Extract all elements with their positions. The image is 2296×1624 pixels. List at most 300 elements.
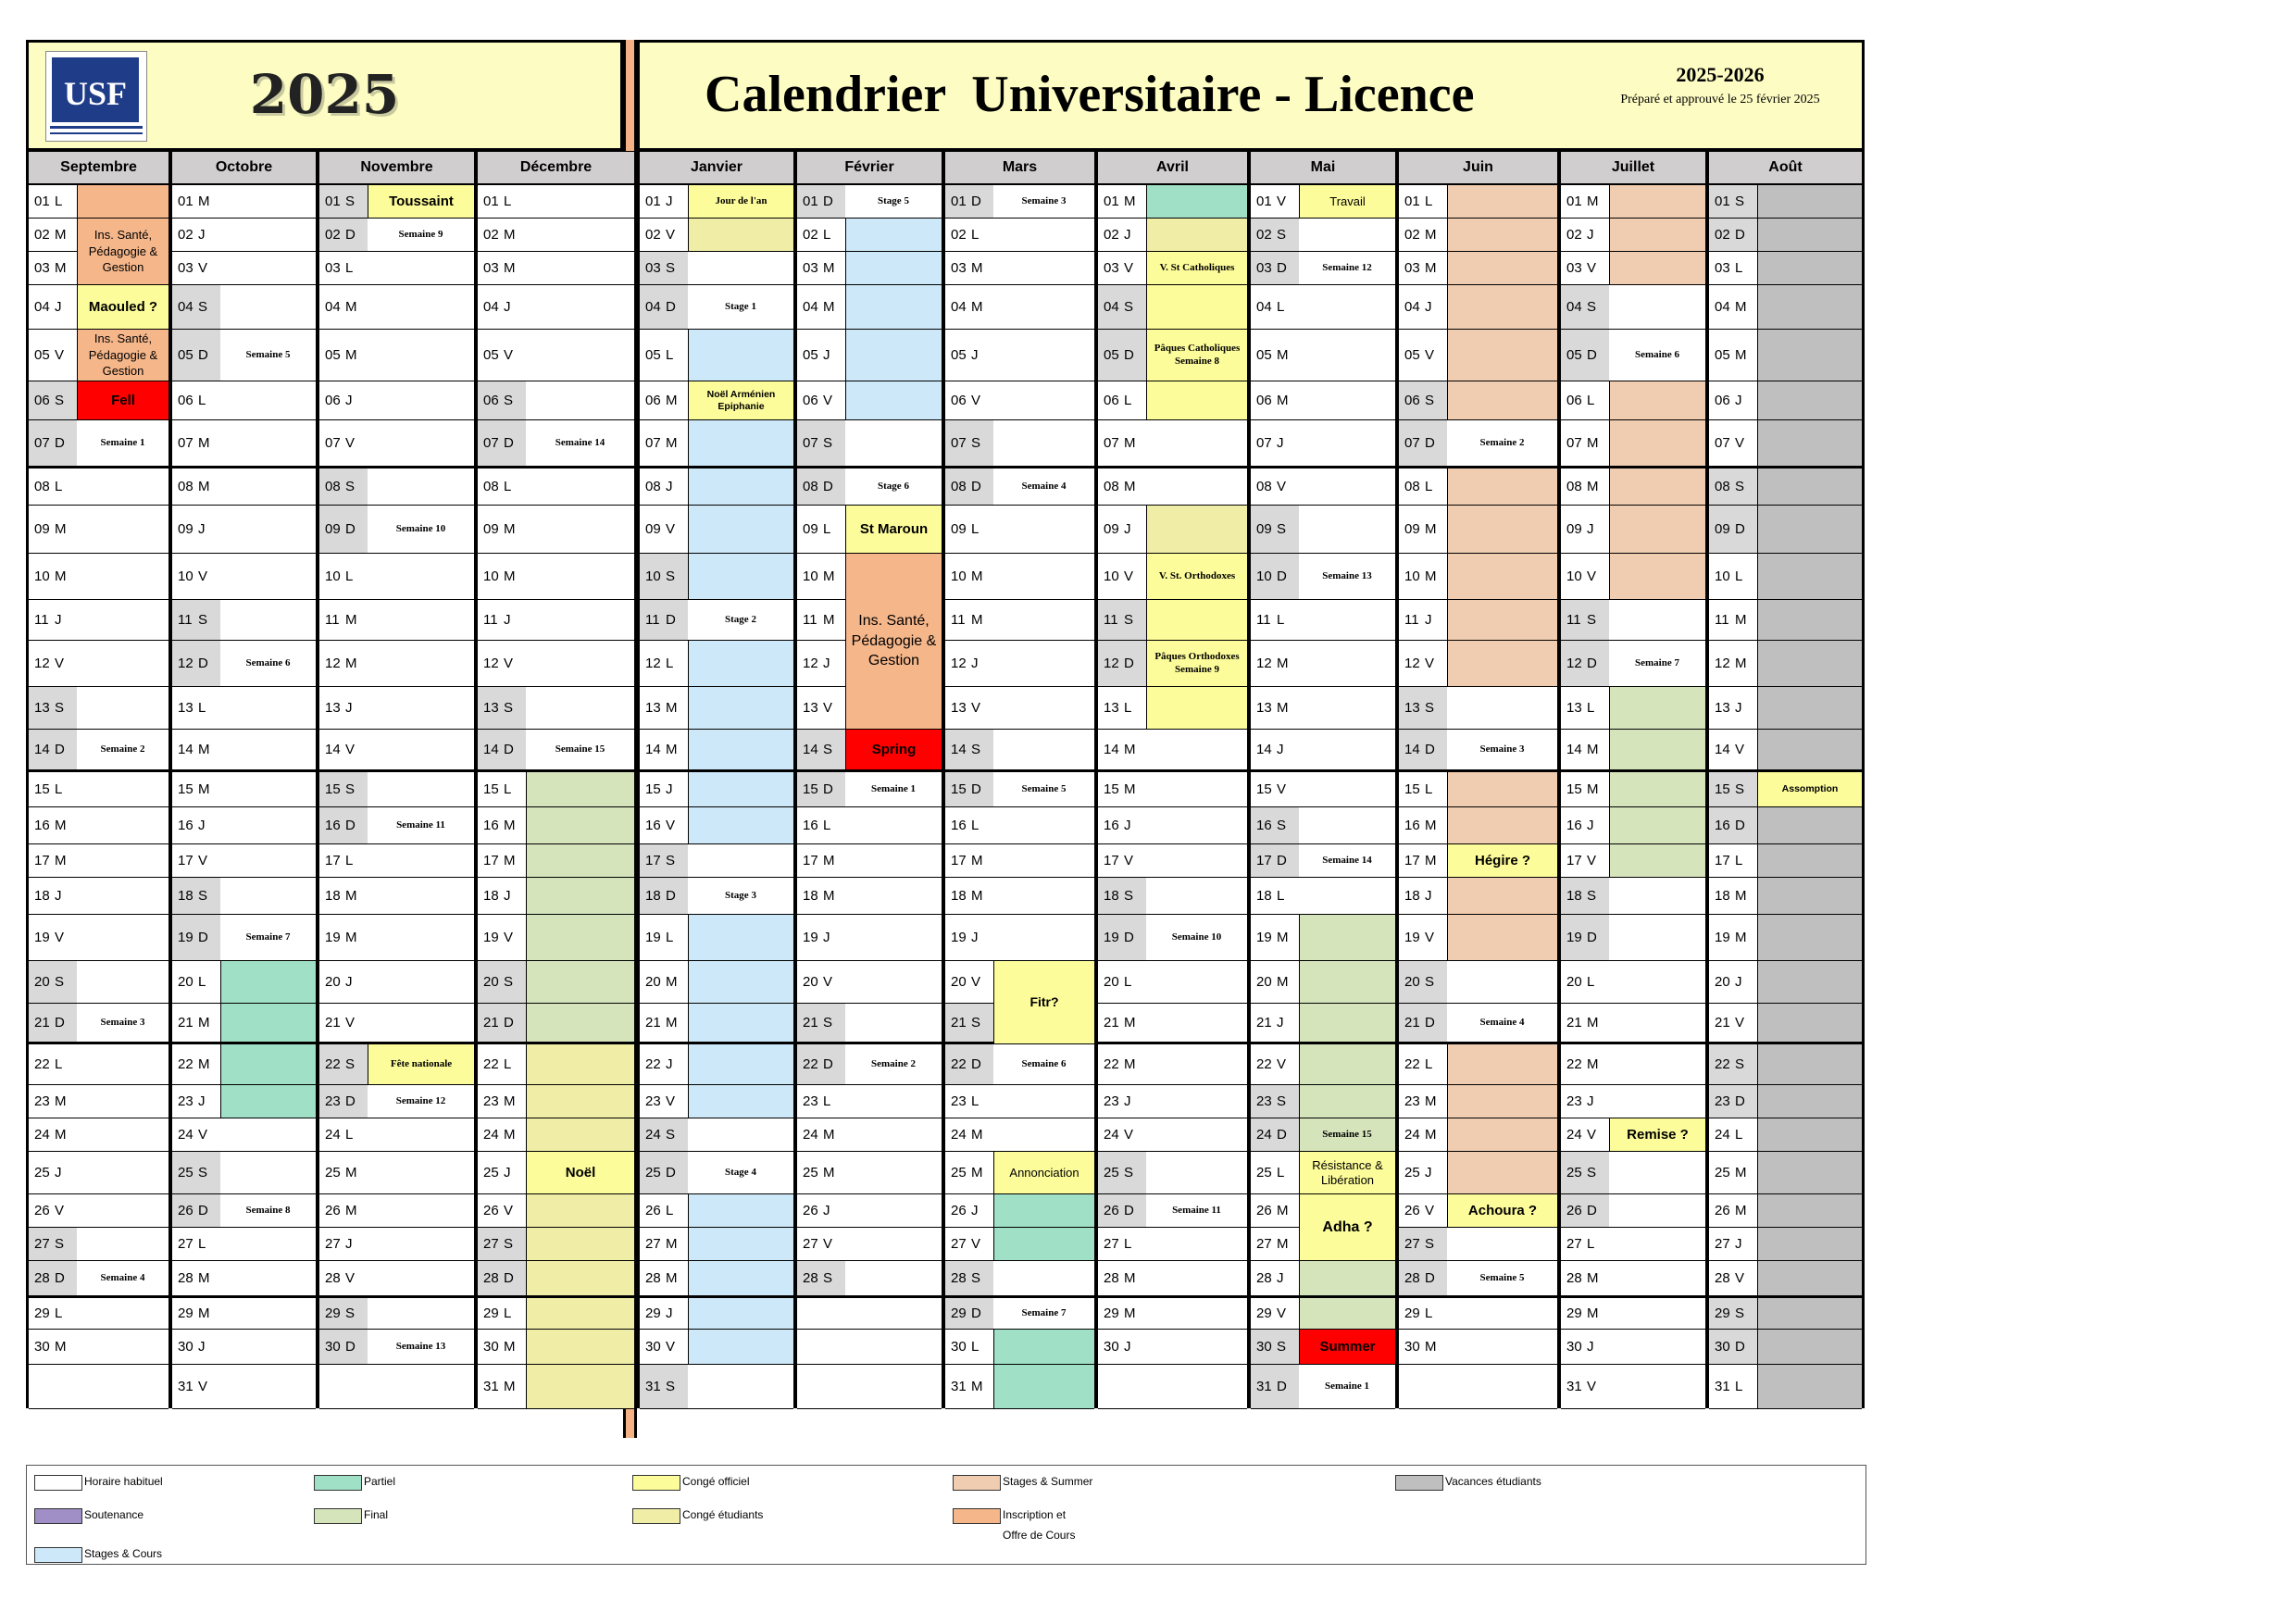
day-label [640,381,688,419]
day-number: 07 [803,435,818,451]
day-row [945,1044,1094,1085]
day-number: 27 [951,1236,967,1252]
weekday-letter: S [55,393,65,408]
day-label [797,641,845,686]
weekday-letter: S [823,1270,833,1286]
day-row [640,1365,793,1409]
year-title: 2025 [249,63,400,126]
weekday-letter: D [198,930,208,945]
weekday-letter: V [1587,260,1597,276]
day-row [319,1330,474,1365]
day-event: V. St. Orthodoxes [1146,554,1247,599]
day-number: 21 [1256,1015,1272,1031]
day-row [1399,1152,1557,1194]
day-label [1399,1228,1447,1260]
day-label [1709,1194,1757,1227]
day-label [1098,1194,1146,1227]
day-number: 04 [803,299,818,315]
day-row [1399,1118,1557,1152]
day-row [1399,1330,1557,1365]
day-number: 23 [1256,1093,1272,1109]
day-number: 25 [178,1165,193,1181]
day-label [945,330,993,381]
weekday-letter: M [504,568,516,584]
day-label [1399,730,1447,769]
legend-swatch [632,1475,680,1491]
day-row [1251,420,1395,468]
day-number: 02 [34,227,50,243]
weekday-letter: D [345,521,356,537]
weekday-letter: M [504,853,516,868]
day-row [29,1194,168,1228]
day-label [640,185,688,218]
day-number: 02 [1404,227,1420,243]
day-row [797,1365,942,1409]
day-row [1709,807,1862,844]
day-row [319,641,474,687]
day-number: 01 [1404,194,1420,209]
day-number: 17 [951,853,967,868]
day-label [478,330,526,381]
day-row [945,878,1094,915]
day-number: 29 [951,1305,967,1321]
weekday-letter: D [1587,656,1597,671]
weekday-letter: L [666,1203,674,1218]
day-number: 23 [1566,1093,1582,1109]
weekday-letter: V [1124,568,1134,584]
weekday-letter: V [1124,1127,1134,1143]
day-number: 21 [34,1015,50,1031]
weekday-letter: M [1735,299,1747,315]
day-number: 30 [178,1339,193,1355]
day-row [1251,185,1395,219]
day-label [1561,807,1609,843]
day-label [1709,554,1757,599]
day-row [640,420,793,468]
day-label [29,330,77,381]
weekday-letter: S [55,700,65,716]
day-row [945,330,1094,381]
weekday-letter: L [823,227,831,243]
weekday-letter: M [1277,393,1289,408]
day-row [1399,641,1557,687]
day-number: 12 [1404,656,1420,671]
day-number: 05 [1404,347,1420,363]
day-label [478,468,526,505]
day-label [478,420,526,466]
day-label [1098,219,1146,251]
day-number: 11 [178,612,193,628]
day-number: 20 [1715,974,1730,990]
day-row [1251,915,1395,961]
weekday-letter: M [666,1015,678,1031]
day-number: 14 [1404,742,1420,757]
weekday-letter: D [1587,347,1597,363]
day-row [1098,1118,1247,1152]
day-label [172,600,220,640]
day-row [1098,330,1247,381]
day-number: 23 [178,1093,193,1109]
month-column [475,151,637,1408]
day-row [1399,807,1557,844]
day-row [1709,1004,1862,1044]
day-label [1709,1085,1757,1118]
day-row [1251,600,1395,641]
weekday-letter: S [1425,1236,1435,1252]
day-row [1399,420,1557,468]
weekday-letter: M [1587,781,1599,797]
weekday-letter: S [1124,612,1134,628]
day-label [29,600,77,640]
day-row [1251,381,1395,420]
weekday-letter: J [666,1056,673,1072]
weekday-letter: J [504,888,511,904]
day-row [945,1085,1094,1118]
day-row [29,381,168,420]
day-label [797,285,845,329]
day-row [640,506,793,554]
day-row [640,961,793,1004]
day-number: 17 [34,853,50,868]
day-event: Semaine 8 [245,1204,291,1216]
day-row [29,600,168,641]
day-number: 14 [1104,742,1119,757]
day-label [319,219,368,251]
weekday-letter: V [55,930,65,945]
legend-swatch [34,1508,82,1524]
day-number: 17 [803,853,818,868]
weekday-letter: V [1425,930,1435,945]
day-label [640,1152,688,1193]
day-row [29,915,168,961]
day-number: 22 [325,1056,341,1072]
day-row [319,1152,474,1194]
day-row [1561,961,1705,1004]
weekday-letter: M [666,1236,678,1252]
day-number: 12 [645,656,661,671]
day-event: Spring [845,730,942,769]
day-number: 26 [1566,1203,1582,1218]
weekday-letter: D [971,781,981,797]
weekday-letter: S [666,1379,676,1394]
day-event: Semaine 2 [100,743,145,755]
day-number: 04 [178,299,193,315]
weekday-letter: S [1124,1165,1134,1181]
day-number: 18 [645,888,661,904]
day-number: 23 [951,1093,967,1109]
day-row [172,730,316,772]
weekday-letter: J [345,393,353,408]
day-number: 27 [483,1236,499,1252]
day-row [478,641,634,687]
day-label [1251,1118,1299,1151]
weekday-letter: J [1587,818,1594,833]
weekday-letter: J [1277,1015,1284,1031]
day-number: 29 [1715,1305,1730,1321]
day-label [1561,506,1609,553]
day-number: 26 [645,1203,661,1218]
day-number: 03 [178,260,193,276]
day-row [945,915,1094,961]
day-number: 02 [803,227,818,243]
weekday-letter: L [971,227,980,243]
day-number: 05 [178,347,193,363]
day-event: Semaine 5 [1021,782,1067,794]
day-label [1251,1330,1299,1364]
day-label [478,1044,526,1084]
weekday-letter: J [971,1203,979,1218]
weekday-letter: M [1277,1203,1289,1218]
day-label [1561,1085,1609,1118]
weekday-letter: J [823,656,830,671]
day-row [1561,1298,1705,1330]
day-label [478,185,526,218]
weekday-letter: L [198,700,206,716]
day-label [1399,1085,1447,1118]
day-row [172,915,316,961]
weekday-letter: M [504,1093,516,1109]
day-row [1709,468,1862,506]
day-row [640,807,793,844]
day-number: 18 [178,888,193,904]
day-label [478,1261,526,1295]
day-number: 10 [325,568,341,584]
day-number: 07 [1256,435,1272,451]
day-label [1251,641,1299,686]
day-label [1399,420,1447,466]
day-label [797,1261,845,1295]
day-label [478,285,526,329]
day-label [945,252,993,284]
day-label [797,1004,845,1042]
weekday-letter: J [1735,974,1742,990]
day-event: Stage 4 [725,1166,756,1178]
weekday-letter: S [504,1236,514,1252]
weekday-letter: M [823,1165,835,1181]
weekday-letter: M [198,1305,210,1321]
day-number: 03 [34,260,50,276]
day-label [29,1118,77,1151]
day-label [1399,468,1447,505]
day-number: 26 [1104,1203,1119,1218]
day-label [1098,772,1146,806]
day-row [1709,961,1862,1004]
weekday-letter: V [55,656,65,671]
day-label [640,219,688,251]
day-number: 05 [1256,347,1272,363]
day-label [1561,1152,1609,1193]
day-event: Semaine 4 [1021,480,1067,492]
day-label [1098,554,1146,599]
day-label [797,1085,845,1118]
day-number: 20 [645,974,661,990]
weekday-letter: M [1425,1127,1437,1143]
weekday-letter: V [55,347,65,363]
day-number: 24 [1104,1127,1119,1143]
day-number: 08 [1104,479,1119,494]
day-label [29,1330,77,1364]
day-number: 15 [1256,781,1272,797]
weekday-letter: M [1425,568,1437,584]
day-number: 18 [1715,888,1730,904]
day-row [945,1194,1094,1228]
day-row [1098,807,1247,844]
day-number: 11 [325,612,340,628]
day-label [1709,468,1757,505]
day-label [1709,1044,1757,1084]
academic-year: 2025-2026 [1676,63,1765,86]
weekday-letter: L [1124,1236,1132,1252]
month-header: Février [797,152,942,185]
day-row [1709,381,1862,420]
day-number: 30 [1566,1339,1582,1355]
weekday-letter: M [823,260,835,276]
day-row [640,554,793,600]
day-number: 04 [645,299,661,315]
day-label [1561,1228,1609,1260]
weekday-letter: M [971,568,983,584]
day-label [172,1330,220,1364]
day-label [640,878,688,914]
day-row [1561,1085,1705,1118]
day-row [1251,1118,1395,1152]
weekday-letter: S [823,1015,833,1031]
day-label [797,252,845,284]
day-number: 26 [803,1203,818,1218]
day-label [797,1044,845,1084]
day-number: 09 [951,521,967,537]
day-row [172,1261,316,1298]
weekday-letter: L [1277,612,1285,628]
day-label [1251,185,1299,218]
day-row [945,420,1094,468]
day-label [478,1228,526,1260]
day-event: Annonciation [993,1152,1094,1193]
weekday-letter: D [1735,1339,1745,1355]
day-number: 03 [325,260,341,276]
day-row [1399,1085,1557,1118]
day-label [319,285,368,329]
day-label [478,641,526,686]
weekday-letter: L [1425,1305,1433,1321]
day-number: 26 [1715,1203,1730,1218]
day-row [945,772,1094,807]
day-row [640,185,793,219]
day-number: 10 [483,568,499,584]
weekday-letter: D [1425,1015,1435,1031]
day-label [172,1194,220,1227]
day-label [1399,961,1447,1003]
day-number: 06 [1104,393,1119,408]
weekday-letter: V [345,435,356,451]
day-label [172,252,220,284]
day-label [1251,252,1299,284]
day-number: 10 [34,568,50,584]
day-label [945,1365,993,1408]
day-row [797,381,942,420]
weekday-letter: L [666,656,674,671]
weekday-letter: M [666,742,678,757]
weekday-letter: M [1124,1056,1136,1072]
day-row [1251,1365,1395,1409]
day-row [1399,468,1557,506]
day-event: Semaine 3 [1479,743,1525,755]
day-label [1561,1365,1609,1408]
day-number: 15 [1566,781,1582,797]
day-row [1251,772,1395,807]
weekday-letter: V [1425,347,1435,363]
month-column [1396,151,1558,1408]
weekday-letter: J [971,347,979,363]
day-row [1251,1261,1395,1298]
day-row [172,219,316,252]
day-number: 03 [483,260,499,276]
day-label [640,1330,688,1364]
day-number: 04 [1404,299,1420,315]
day-number: 01 [483,194,499,209]
day-row [1098,506,1247,554]
day-row [1561,1365,1705,1409]
merged-event-block: Ins. Santé, Pédagogie & Gestion [77,330,168,381]
weekday-letter: M [55,227,67,243]
day-label [1098,1330,1146,1364]
day-row [945,468,1094,506]
day-number: 12 [1715,656,1730,671]
day-row [945,1152,1094,1194]
day-row [319,1194,474,1228]
day-row [797,252,942,285]
weekday-letter: V [666,1093,676,1109]
weekday-letter: M [1587,435,1599,451]
weekday-letter: L [971,1093,980,1109]
day-number: 19 [803,930,818,945]
legend-swatch [953,1508,1001,1524]
weekday-letter: L [1425,781,1433,797]
day-label [1709,330,1757,381]
day-row [1561,844,1705,878]
day-row [172,506,316,554]
day-label [478,1194,526,1227]
day-number: 16 [951,818,967,833]
weekday-letter: L [971,521,980,537]
day-row [1251,687,1395,730]
day-label [1399,1004,1447,1042]
day-label [319,844,368,877]
month-column [26,151,169,1408]
day-number: 28 [178,1270,193,1286]
day-label [640,1298,688,1329]
day-number: 14 [178,742,193,757]
day-label [1561,600,1609,640]
weekday-letter: L [1425,194,1433,209]
day-row [172,844,316,878]
weekday-letter: S [345,1056,356,1072]
weekday-letter: M [1735,888,1747,904]
day-row [1098,687,1247,730]
day-row [797,420,942,468]
day-number: 03 [1566,260,1582,276]
weekday-letter: V [345,1270,356,1286]
day-row [29,730,168,772]
day-label [1561,185,1609,218]
day-label [319,1044,368,1084]
day-number: 06 [803,393,818,408]
day-row [1399,1261,1557,1298]
day-number: 13 [178,700,193,716]
weekday-letter: M [823,612,835,628]
day-label [945,807,993,843]
weekday-letter: M [198,1015,210,1031]
